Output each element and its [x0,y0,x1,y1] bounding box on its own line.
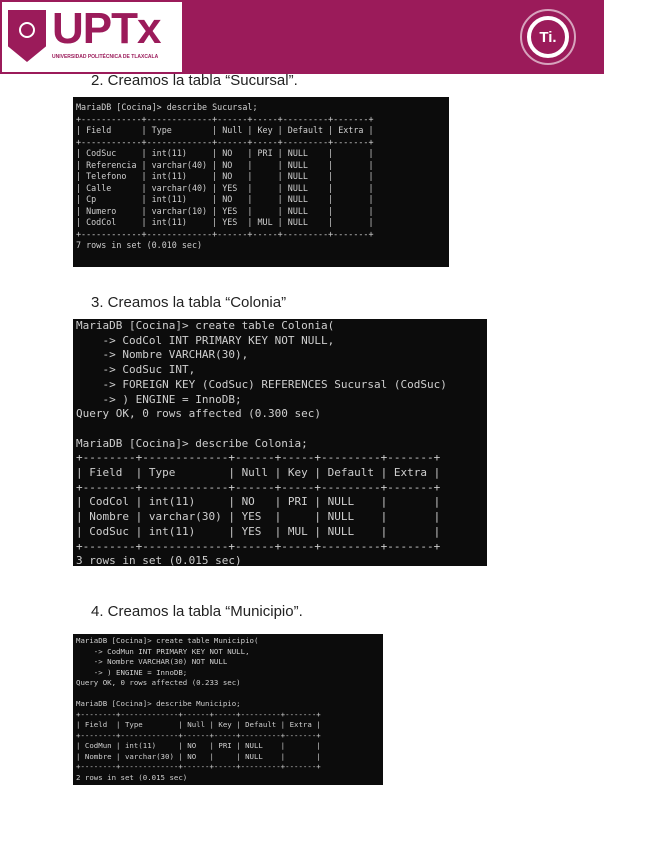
terminal-line: | CodCol | int(11) | NO | PRI | NULL | | [76,495,441,509]
terminal-line: | Field | Type | Null | Key | Default | Extra | [76,720,321,729]
terminal-line: +--------+-------------+------+-----+---------+-------+ [76,709,321,719]
terminal-line: -> Nombre VARCHAR(30) NOT NULL [76,657,228,666]
terminal-line: Query OK, 0 rows affected (0.300 sec) [76,407,322,421]
ti-logo-icon: Ti. [527,16,569,58]
terminal-line: Query OK, 0 rows affected (0.233 sec) [76,678,241,687]
terminal-line: +------------+-------------+------+-----+---------+-------+ [76,228,374,239]
terminal-line: | Nombre | varchar(30) | NO | | NULL | | [76,751,321,761]
terminal-municipio [73,634,383,785]
terminal-line: | Calle | varchar(40) | YES | | NULL | | [76,182,374,193]
terminal-line: | CodCol | int(11) | YES | MUL | NULL | | [76,217,374,227]
step-3-heading: 3. Creamos la tabla “Colonia” [91,294,287,311]
terminal-line: 3 rows in set (0.015 sec) [76,554,242,566]
terminal-line: 2 rows in set (0.015 sec) [76,772,188,782]
terminal-line: | Cp | int(11) | NO | | NULL | | [76,194,374,204]
terminal-line: MariaDB [Cocina]> describe Sucursal; [76,102,258,112]
terminal-line: -> ) ENGINE = InnoDB; [76,392,242,406]
terminal-line: 7 rows in set (0.010 sec) [76,240,203,250]
terminal-sucursal [73,97,449,267]
uptx-logo [2,2,182,72]
step-4-heading: 4. Creamos la tabla “Municipio”. [91,603,303,620]
terminal-line: | Field | Type | Null | Key | Default | Extra | [76,466,441,480]
university-seal-icon [8,10,46,62]
terminal-line: -> CodSuc INT, [76,363,196,377]
terminal-line: MariaDB [Cocina]> create table Municipio( [76,636,259,645]
terminal-line: | Referencia | varchar(40) | NO | | NULL | | [76,159,374,170]
terminal-colonia [73,319,487,566]
page-header [0,0,604,74]
step-2-heading: 2. Creamos la tabla “Sucursal”. [91,72,298,89]
terminal-line: | CodSuc | int(11) | YES | MUL | NULL | | [76,524,441,538]
terminal-line: | Telefono | int(11) | NO | | NULL | | [76,171,374,181]
terminal-line: MariaDB [Cocina]> describe Colonia; [76,436,308,450]
terminal-line: -> ) ENGINE = InnoDB; [76,667,188,677]
terminal-line: +------------+-------------+------+-----+---------+-------+ [76,113,374,124]
terminal-line: -> CodCol INT PRIMARY KEY NOT NULL, [76,333,335,347]
terminal-line: | CodMun | int(11) | NO | PRI | NULL | | [76,741,321,750]
terminal-line: +--------+-------------+------+-----+---------+-------+ [76,730,321,740]
terminal-line: MariaDB [Cocina]> describe Municipio; [76,699,241,708]
terminal-line: +--------+-------------+------+-----+---------+-------+ [76,762,321,771]
terminal-line: +--------+-------------+------+-----+---------+-------+ [76,480,441,494]
brand-subtitle: UNIVERSIDAD POLITÉCNICA DE TLAXCALA [52,54,159,60]
terminal-line: | Nombre | varchar(30) | YES | | NULL | | [76,510,441,524]
terminal-line: | Field | Type | Null | Key | Default | Extra | [76,125,374,135]
terminal-line [76,422,484,437]
terminal-line: | Numero | varchar(10) | YES | | NULL | | [76,205,374,216]
brand-name: UPTx [52,4,161,53]
terminal-line: +--------+-------------+------+-----+---------+-------+ [76,539,441,553]
terminal-line: -> Nombre VARCHAR(30), [76,348,249,362]
terminal-line: +--------+-------------+------+-----+---------+-------+ [76,451,441,465]
terminal-line: +------------+-------------+------+-----+---------+-------+ [76,136,374,147]
terminal-line: | CodSuc | int(11) | NO | PRI | NULL | | [76,148,374,158]
terminal-line: -> FOREIGN KEY (CodSuc) REFERENCES Sucursal (CodSuc) [76,377,447,391]
terminal-line [76,689,380,700]
terminal-line: MariaDB [Cocina]> create table Colonia( [76,319,335,332]
terminal-line: -> CodMun INT PRIMARY KEY NOT NULL, [76,646,250,656]
